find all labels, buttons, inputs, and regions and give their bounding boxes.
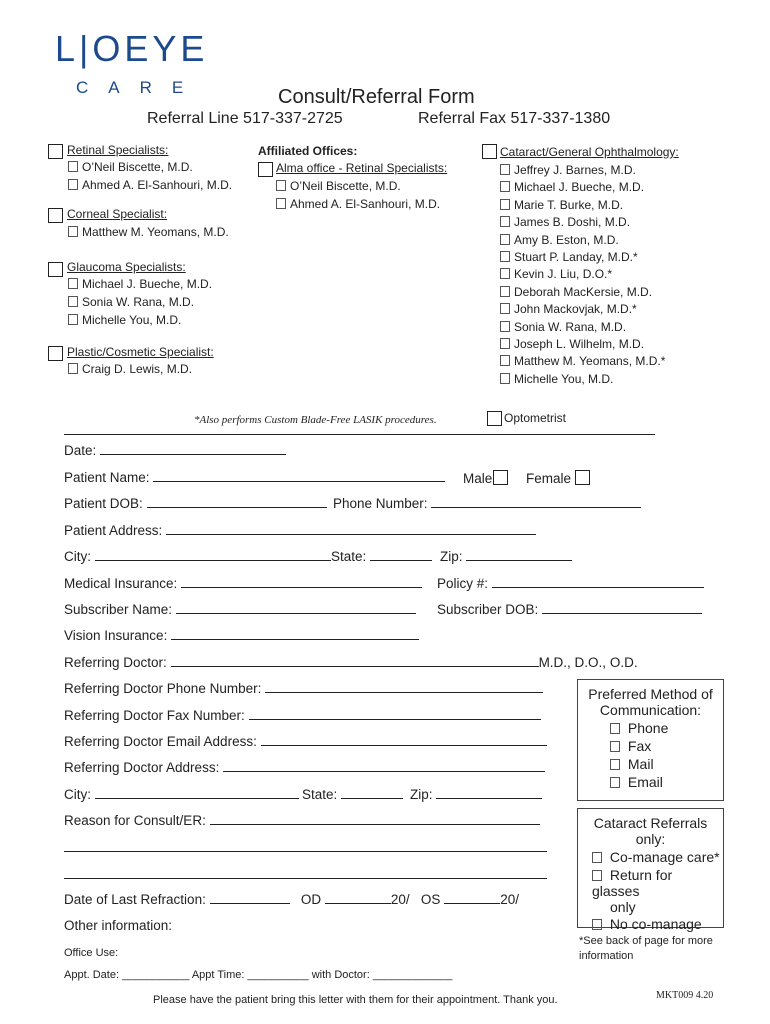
footer-note: Please have the patient bring this letter with them for their appointment. Thank you. [153, 994, 558, 1006]
referral-line: Referral Line 517-337-2725 [147, 110, 343, 127]
doctor-checkbox[interactable] [500, 268, 510, 279]
method-checkbox[interactable] [610, 759, 620, 770]
cataract-doctor[interactable]: Amy B. Eston, M.D. [500, 233, 619, 247]
cataract-box-subtitle: only: [635, 831, 666, 847]
cataract-doctor[interactable]: John Mackovjak, M.D.* [500, 302, 637, 316]
doctor-checkbox[interactable] [68, 296, 78, 307]
retinal-checkbox[interactable] [48, 144, 63, 159]
no-co-manage-option[interactable]: No co-manage [592, 916, 723, 932]
return-glasses-cont: only [610, 899, 636, 915]
doctor-checkbox[interactable] [500, 373, 510, 384]
plastic-checkbox[interactable] [48, 346, 63, 361]
appointment-line[interactable]: Appt. Date: ___________ Appt Time: __________ with Doctor: _____________ [64, 969, 453, 981]
glaucoma-doctor[interactable]: Sonia W. Rana, M.D. [68, 295, 194, 309]
doctor-checkbox[interactable] [500, 234, 510, 245]
cataract-doctor[interactable]: James B. Doshi, M.D. [500, 215, 630, 229]
doctor-checkbox[interactable] [500, 338, 510, 349]
zip-field[interactable]: Zip: [440, 549, 572, 564]
ref-state-field[interactable]: State: [302, 787, 403, 802]
plastic-label: Plastic/Cosmetic Specialist: [67, 345, 214, 359]
doctor-checkbox[interactable] [500, 199, 510, 210]
preferred-title: Preferred Method of [588, 686, 713, 702]
back-note-line2: information [579, 950, 634, 962]
retinal-label: Retinal Specialists: [67, 143, 169, 157]
policy-field[interactable]: Policy #: [437, 576, 704, 591]
method-fax[interactable]: Fax [610, 738, 723, 754]
patient-name-field[interactable]: Patient Name: [64, 470, 445, 485]
co-manage-option[interactable]: Co-manage care* [592, 849, 723, 865]
lasik-note: *Also performs Custom Blade-Free LASIK procedures. [194, 414, 437, 426]
doctor-checkbox[interactable] [68, 363, 78, 374]
glaucoma-doctor[interactable]: Michelle You, M.D. [68, 313, 181, 327]
form-title: Consult/Referral Form [278, 86, 475, 108]
doctor-checkbox[interactable] [276, 180, 286, 191]
subscriber-name-field[interactable]: Subscriber Name: [64, 602, 416, 617]
male-option[interactable]: Male [463, 470, 508, 486]
city-field[interactable]: City: [64, 549, 331, 564]
preferred-method-box [577, 679, 724, 801]
logo-wordmark: L|OEYE [55, 28, 209, 69]
form-code: MKT009 4.20 [656, 990, 714, 1001]
glaucoma-label: Glaucoma Specialists: [67, 260, 186, 274]
doctor-checkbox[interactable] [68, 314, 78, 325]
glaucoma-checkbox[interactable] [48, 262, 63, 277]
ref-fax-field[interactable]: Referring Doctor Fax Number: [64, 708, 541, 723]
retinal-doctor[interactable]: O’Neil Biscette, M.D. [68, 160, 193, 174]
cataract-doctor[interactable]: Kevin J. Liu, D.O.* [500, 267, 612, 281]
doctor-checkbox[interactable] [68, 278, 78, 289]
doctor-checkbox[interactable] [500, 216, 510, 227]
ref-zip-field[interactable]: Zip: [410, 787, 542, 802]
method-checkbox[interactable] [610, 741, 620, 752]
cataract-doctor[interactable]: Jeffrey J. Barnes, M.D. [500, 163, 636, 177]
cataract-doctor[interactable]: Michelle You, M.D. [500, 372, 613, 386]
reason-field[interactable]: Reason for Consult/ER: [64, 813, 540, 828]
doctor-checkbox[interactable] [500, 164, 510, 175]
cataract-doctor[interactable]: Deborah MacKersie, M.D. [500, 285, 652, 299]
ref-city-field[interactable]: City: [64, 787, 299, 802]
plastic-doctor[interactable]: Craig D. Lewis, M.D. [68, 362, 192, 376]
corneal-doctor[interactable]: Matthew M. Yeomans, M.D. [68, 225, 229, 239]
doctor-checkbox[interactable] [500, 321, 510, 332]
referral-fax: Referral Fax 517-337-1380 [418, 110, 611, 127]
last-refraction-field[interactable]: Date of Last Refraction: OD 20/ OS 20/ [64, 892, 519, 907]
doctor-checkbox[interactable] [68, 161, 78, 172]
corneal-label: Corneal Specialist: [67, 207, 168, 221]
cataract-doctor[interactable]: Joseph L. Wilhelm, M.D. [500, 337, 644, 351]
cataract-label: Cataract/General Ophthalmology: [500, 145, 679, 159]
back-note-line1: *See back of page for more [579, 935, 713, 947]
doctor-checkbox[interactable] [276, 198, 286, 209]
alma-doctor[interactable]: Ahmed A. El-Sanhouri, M.D. [276, 197, 440, 211]
method-phone[interactable]: Phone [610, 720, 723, 736]
doctor-checkbox[interactable] [500, 251, 510, 262]
ref-phone-field[interactable]: Referring Doctor Phone Number: [64, 681, 543, 696]
glaucoma-doctor[interactable]: Michael J. Bueche, M.D. [68, 277, 212, 291]
male-checkbox[interactable] [493, 470, 508, 485]
corneal-checkbox[interactable] [48, 208, 63, 223]
date-field[interactable]: Date: [64, 443, 286, 458]
address-field[interactable]: Patient Address: [64, 523, 536, 538]
preferred-subtitle: Communication: [599, 702, 702, 718]
other-info-label: Other information: [64, 918, 173, 933]
medical-insurance-field[interactable]: Medical Insurance: [64, 576, 422, 591]
divider [64, 434, 655, 435]
cataract-doctor[interactable]: Stuart P. Landay, M.D.* [500, 250, 638, 264]
dob-field[interactable]: Patient DOB: [64, 496, 327, 511]
reason-line[interactable] [64, 851, 547, 852]
cataract-doctor[interactable]: Marie T. Burke, M.D. [500, 198, 623, 212]
retinal-doctor[interactable]: Ahmed A. El-Sanhouri, M.D. [68, 178, 232, 192]
optometrist-checkbox[interactable] [487, 411, 502, 426]
doctor-checkbox[interactable] [68, 179, 78, 190]
female-checkbox[interactable] [575, 470, 590, 485]
state-field[interactable]: State: [331, 549, 432, 564]
logo-subtitle: CARE [76, 78, 204, 97]
doctor-checkbox[interactable] [500, 355, 510, 366]
vision-insurance-field[interactable]: Vision Insurance: [64, 628, 419, 643]
ref-email-field[interactable]: Referring Doctor Email Address: [64, 734, 547, 749]
return-glasses-option[interactable]: Return for glasses [592, 867, 673, 899]
affiliated-heading: Affiliated Offices: [258, 144, 358, 158]
female-option[interactable]: Female [526, 470, 590, 486]
option-checkbox[interactable] [592, 852, 602, 863]
doctor-checkbox[interactable] [500, 181, 510, 192]
reason-line[interactable] [64, 878, 547, 879]
alma-label: Alma office - Retinal Specialists: [276, 161, 448, 175]
phone-field[interactable]: Phone Number: [333, 496, 641, 511]
option-checkbox[interactable] [592, 919, 602, 930]
method-mail[interactable]: Mail [610, 756, 723, 772]
cataract-checkbox[interactable] [482, 144, 497, 159]
method-checkbox[interactable] [610, 777, 620, 788]
optometrist-label: Optometrist [504, 411, 567, 425]
referring-doctor-field[interactable]: Referring Doctor: M.D., D.O., O.D. [64, 655, 638, 670]
doctor-checkbox[interactable] [68, 226, 78, 237]
option-checkbox[interactable] [592, 870, 602, 881]
method-email[interactable]: Email [610, 774, 723, 790]
cataract-doctor[interactable]: Sonia W. Rana, M.D. [500, 320, 626, 334]
alma-checkbox[interactable] [258, 162, 273, 177]
subscriber-dob-field[interactable]: Subscriber DOB: [437, 602, 702, 617]
alma-doctor[interactable]: O’Neil Biscette, M.D. [276, 179, 401, 193]
doctor-checkbox[interactable] [500, 286, 510, 297]
office-use-label: Office Use: [64, 947, 119, 959]
cataract-doctor[interactable]: Michael J. Bueche, M.D. [500, 180, 644, 194]
cataract-box-title: Cataract Referrals [593, 815, 708, 831]
doctor-checkbox[interactable] [500, 303, 510, 314]
cataract-referrals-box [577, 808, 724, 932]
ref-address-field[interactable]: Referring Doctor Address: [64, 760, 545, 775]
cataract-doctor[interactable]: Matthew M. Yeomans, M.D.* [500, 354, 665, 368]
method-checkbox[interactable] [610, 723, 620, 734]
